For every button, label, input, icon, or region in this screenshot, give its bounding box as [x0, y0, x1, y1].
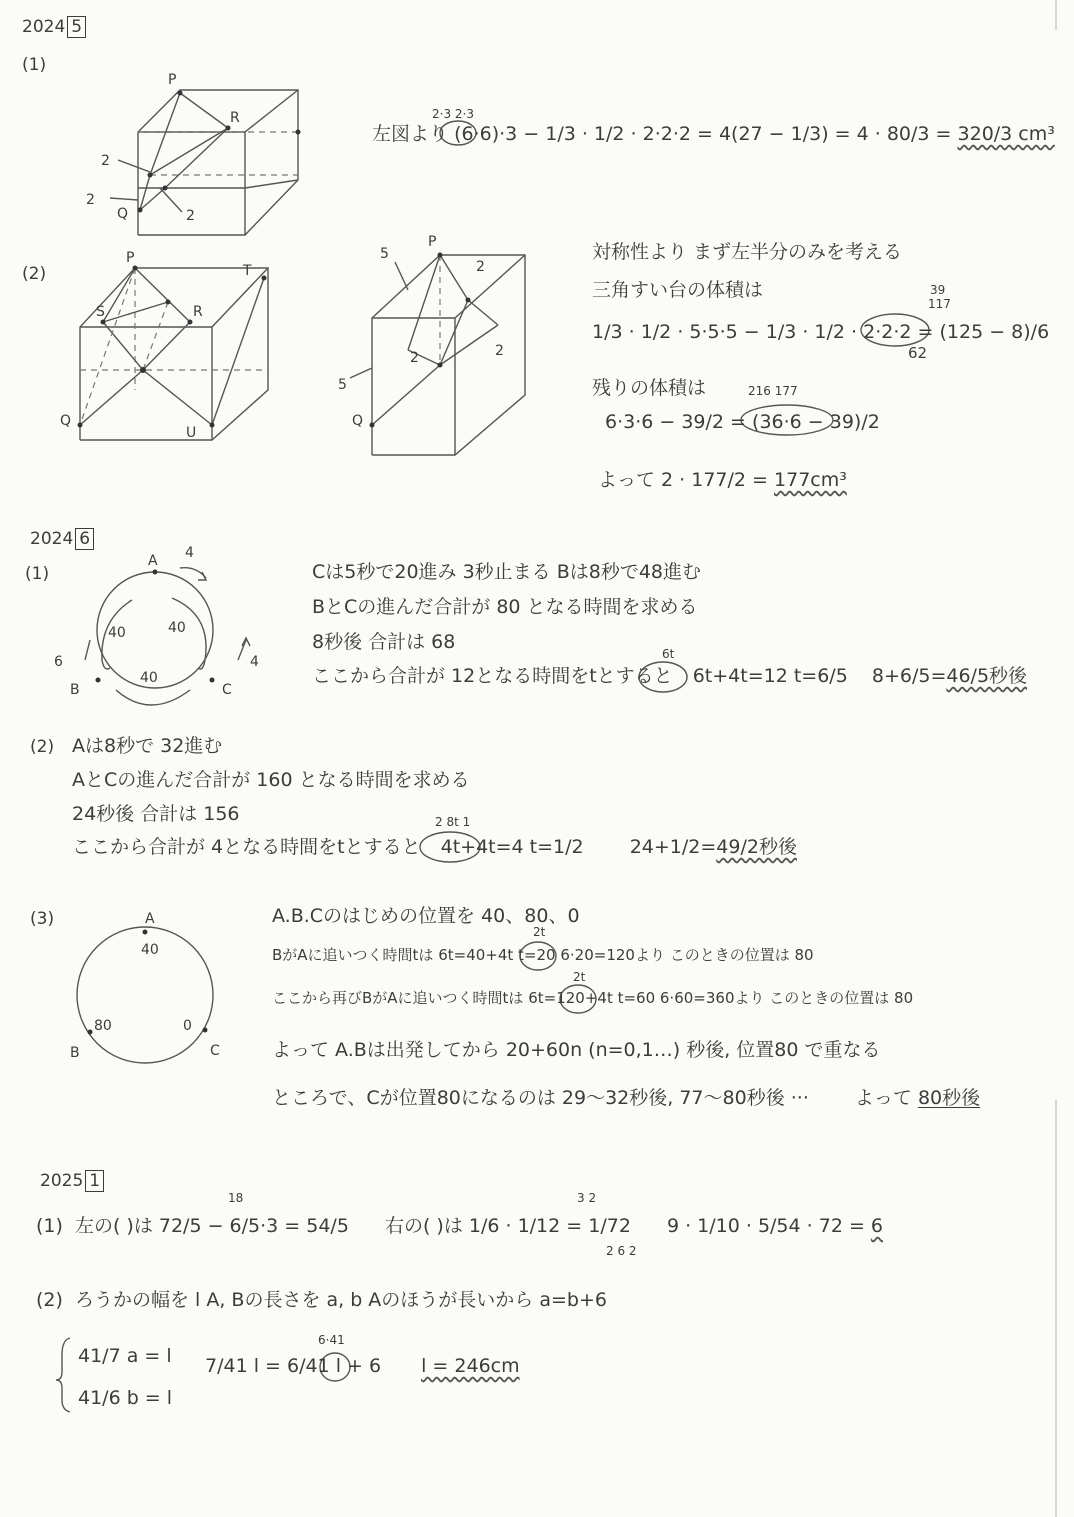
part-label: (3) — [30, 909, 55, 929]
part-label: (2) — [30, 737, 55, 757]
expression: よって 2 · 177/2 = — [598, 469, 768, 491]
problem-header — [40, 1172, 104, 1191]
expression: 9 · 1/10 · 5/54 · 72 = — [666, 1215, 865, 1237]
part-label: (1) — [36, 1215, 63, 1237]
text: ここから合計が 12となる時間をtとすると — [312, 665, 673, 687]
solution-line: 残りの体積は — [592, 377, 707, 399]
solution-line — [205, 1356, 520, 1377]
expression: (6·6)·3 − 1/3 · 1/2 · 2·2·2 = 4(27 − 1/3) = 4 · 80/3 = — [454, 123, 952, 145]
year: 2024 — [22, 17, 66, 37]
equation: 4t+4t=4 t=1/2 — [440, 836, 584, 858]
problem-number: 5 — [67, 16, 86, 38]
expression: 右の( )は 1/6 · 1/12 = 1/72 — [384, 1215, 631, 1237]
solution-line: BがAに追いつく時間tは 6t=40+4t t=20 6·20=120より このときの位置は 80 — [272, 946, 814, 964]
expression-result: (125 − 8)/6 — [939, 321, 1050, 343]
fig-label-two: 2 — [476, 259, 485, 275]
problem-number: 6 — [75, 528, 94, 550]
annotation: 2t — [573, 970, 586, 984]
fig-label-pos: 0 — [183, 1018, 192, 1034]
part-label: (1) — [22, 55, 47, 75]
fig-label-B: B — [70, 1045, 80, 1061]
fig-label-speed: 6 — [54, 654, 63, 670]
answer: 320/3 cm³ — [957, 123, 1055, 145]
problem-number: 1 — [85, 1170, 104, 1192]
annotation: 62 — [908, 344, 928, 362]
annotation: 2 6 2 — [606, 1244, 637, 1258]
equation: 41/7 a = l — [78, 1345, 172, 1367]
solution-line: AとCの進んだ合計が 160 となる時間を求める — [72, 769, 470, 791]
fig-label-two: 2 — [101, 153, 110, 169]
fig-label-C: C — [210, 1043, 220, 1059]
text: ところで、Cが位置80になるのは 29～32秒後, 77～80秒後 ··· — [272, 1087, 809, 1109]
answer: 49/2秒後 — [716, 836, 797, 858]
fig-label-two: 2 — [86, 192, 95, 208]
fig-label-A: A — [148, 553, 158, 569]
annotation: 18 — [228, 1191, 244, 1205]
solution-line: Cは5秒で20進み 3秒止まる Bは8秒で48進む — [312, 561, 701, 583]
solution-line: Aは8秒で 32進む — [72, 735, 223, 757]
figure-5-1 — [110, 90, 301, 235]
fig-label-P: P — [168, 72, 177, 88]
solution-line — [592, 322, 1049, 343]
expression: 左の( )は 72/5 − 6/5·3 = 54/5 — [74, 1215, 349, 1237]
annotation: 2 8t 1 — [435, 815, 471, 829]
text: ここから合計が 4となる時間をtとすると — [72, 836, 421, 858]
fig-label-Q: Q — [117, 206, 129, 222]
fig-label-five: 5 — [380, 246, 389, 262]
fig-label-Q: Q — [60, 413, 72, 429]
fig-label-U: U — [186, 425, 197, 441]
solution-line: 8秒後 合計は 68 — [312, 631, 456, 653]
year: 2024 — [30, 529, 74, 549]
annotation: 6·41 — [318, 1333, 345, 1347]
expression: 24+1/2= — [629, 836, 717, 858]
solution-line: A.B.Cのはじめの位置を 40、80、0 — [272, 905, 580, 927]
fig-label-speed: 4 — [185, 545, 194, 561]
fig-label-two: 2 — [186, 208, 195, 224]
text: ろうかの幅を l A, Bの長さを a, b Aのほうが長いから a=b+6 — [74, 1289, 607, 1311]
equation: 6t+4t=12 t=6/5 — [692, 665, 848, 687]
solution-line — [598, 470, 847, 491]
answer: 80秒後 — [917, 1087, 981, 1109]
fig-label-T: T — [243, 263, 252, 279]
expression: 7/41 l = 6/41 l + 6 — [205, 1355, 382, 1377]
fig-label-pos: 40 — [141, 942, 159, 958]
figure-5-2-a — [78, 266, 269, 441]
annotation: 6t — [662, 647, 675, 661]
annotation: 117 — [928, 297, 951, 311]
annotation: 2t — [533, 925, 546, 939]
solution-line: 三角すい台の体積は — [592, 279, 764, 301]
part-label: (2) — [36, 1289, 63, 1311]
answer: 177cm³ — [774, 469, 847, 491]
solution-line: 24秒後 合計は 156 — [72, 803, 240, 825]
fig-label-dist: 40 — [108, 625, 126, 641]
solution-line: BとCの進んだ合計が 80 となる時間を求める — [312, 596, 698, 618]
fig-label-pos: 80 — [94, 1018, 112, 1034]
fig-label-dist: 40 — [140, 670, 158, 686]
fig-label-P: P — [126, 250, 135, 266]
solution-line — [605, 412, 880, 433]
solution-line — [36, 1216, 883, 1237]
fig-label-B: B — [70, 682, 80, 698]
solution-line: ここから再びBがAに追いつく時間tは 6t=120+4t t=60 6·60=360より このときの位置は 80 — [272, 989, 914, 1007]
fig-label-S: S — [96, 304, 105, 320]
conclusion: よって — [854, 1087, 912, 1109]
equation-brace — [56, 1338, 70, 1412]
annotation: 216 177 — [748, 384, 798, 398]
fig-label-R: R — [230, 110, 240, 126]
fig-label-C: C — [222, 682, 232, 698]
part-label: (1) — [25, 564, 50, 584]
solution-line — [372, 124, 1055, 145]
solution-line: よって A.Bは出発してから 20+60n (n=0,1…) 秒後, 位置80 で重なる — [272, 1039, 881, 1061]
prefix: 左図より — [372, 123, 449, 145]
answer: l = 246cm — [421, 1355, 520, 1377]
fig-label-speed: 4 — [250, 654, 259, 670]
equation: 41/6 b = l — [78, 1387, 173, 1409]
annotation: 2·3 2·3 — [432, 107, 474, 121]
fig-label-A: A — [145, 911, 155, 927]
expression: 8+6/5= — [871, 665, 947, 687]
answer: 6 — [870, 1215, 884, 1237]
fig-label-two: 2 — [495, 343, 504, 359]
solution-line: 対称性より まず左半分のみを考える — [592, 241, 903, 263]
year: 2025 — [40, 1171, 84, 1191]
fig-label-five: 5 — [338, 377, 347, 393]
expression: 1/3 · 1/2 · 5·5·5 − 1/3 · 1/2 · 2·2·2 = — [592, 321, 934, 343]
expression-result: (36·6 − 39)/2 — [752, 411, 880, 433]
annotation: 3 2 — [577, 1191, 597, 1205]
part-label: (2) — [22, 264, 47, 284]
fig-label-two: 2 — [410, 350, 419, 366]
fig-label-R: R — [193, 304, 203, 320]
problem-header — [30, 530, 94, 549]
fig-label-dist: 40 — [168, 620, 186, 636]
fig-label-Q: Q — [352, 413, 364, 429]
annotation: 39 — [930, 283, 946, 297]
expression: 6·3·6 − 39/2 = — [605, 411, 746, 433]
answer: 46/5秒後 — [946, 665, 1028, 687]
solution-line — [36, 1290, 607, 1311]
fig-label-P: P — [428, 234, 437, 250]
solution-line — [272, 1088, 980, 1109]
solution-line — [312, 666, 1027, 687]
solution-line — [72, 837, 797, 858]
